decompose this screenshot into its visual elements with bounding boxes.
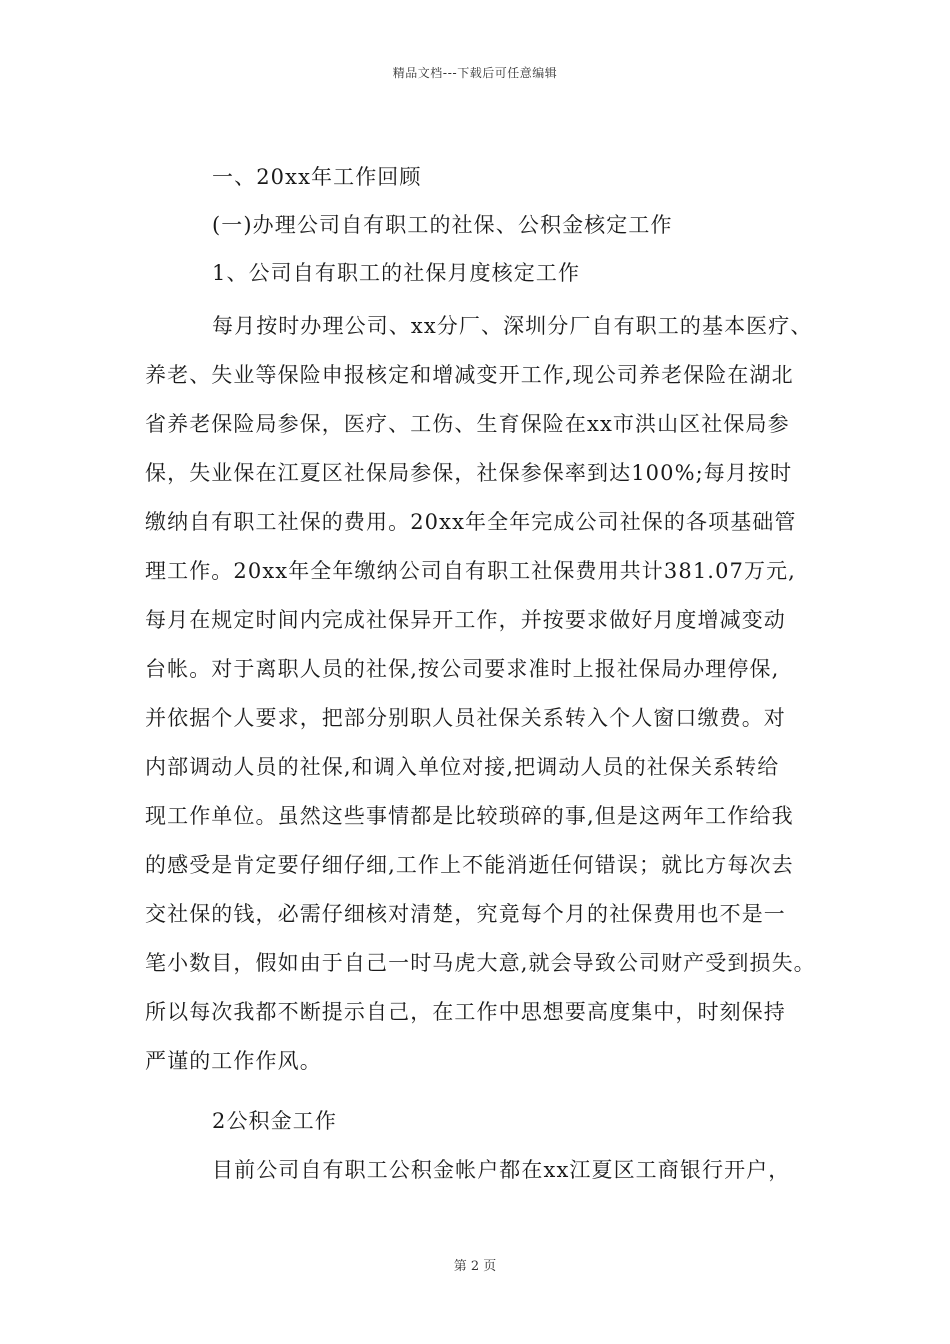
paragraph-line: 缴纳自有职工社保的费用。20xx年全年完成公司社保的各项基础管: [145, 510, 797, 534]
paragraph-line: 严谨的工作作风。: [145, 1049, 322, 1073]
paragraph-line: 保，失业保在江夏区社保局参保，社保参保率到达100%;每月按时: [145, 461, 793, 485]
item-heading: 1、公司自有职工的社保月度核定工作: [212, 261, 581, 285]
page-number: 第 2 页: [453, 1259, 497, 1274]
paragraph-line: 并依据个人要求，把部分别职人员社保关系转入个人窗口缴费。对: [145, 706, 786, 730]
item-heading: 2公积金工作: [212, 1109, 337, 1133]
paragraph-line: 养老、失业等保险申报核定和增减变开工作,现公司养老保险在湖北: [145, 363, 794, 387]
document-header: 精品文档---下载后可任意编辑: [392, 66, 558, 80]
paragraph-line: 交社保的钱，必需仔细核对清楚，究竟每个月的社保费用也不是一: [145, 902, 786, 926]
paragraph-line: 每月在规定时间内完成社保异开工作，并按要求做好月度增减变动: [145, 608, 786, 632]
paragraph-line: 理工作。20xx年全年缴纳公司自有职工社保费用共计381.07万元,: [145, 559, 796, 583]
paragraph-line: 每月按时办理公司、xx分厂、深圳分厂自有职工的基本医疗、: [212, 314, 813, 338]
paragraph-line: 目前公司自有职工公积金帐户都在xx江夏区工商银行开户，: [212, 1158, 791, 1182]
section-heading: 一、20xx年工作回顾: [212, 165, 422, 189]
paragraph-line: 所以每次我都不断提示自己，在工作中思想要高度集中，时刻保持: [145, 1000, 786, 1024]
paragraph-line: 内部调动人员的社保,和调入单位对接,把调动人员的社保关系转给: [145, 755, 780, 779]
paragraph-line: 现工作单位。虽然这些事情都是比较琐碎的事,但是这两年工作给我: [145, 804, 794, 828]
subsection-heading: (一)办理公司自有职工的社保、公积金核定工作: [212, 213, 673, 237]
paragraph-line: 台帐。对于离职人员的社保,按公司要求准时上报社保局办理停保,: [145, 657, 780, 681]
paragraph-line: 的感受是肯定要仔细仔细,工作上不能消逝任何错误；就比方每次去: [145, 853, 794, 877]
paragraph-line: 笔小数目，假如由于自己一时马虎大意,就会导致公司财产受到损失。: [145, 951, 816, 975]
paragraph-line: 省养老保险局参保，医疗、工伤、生育保险在xx市洪山区社保局参: [145, 412, 790, 436]
